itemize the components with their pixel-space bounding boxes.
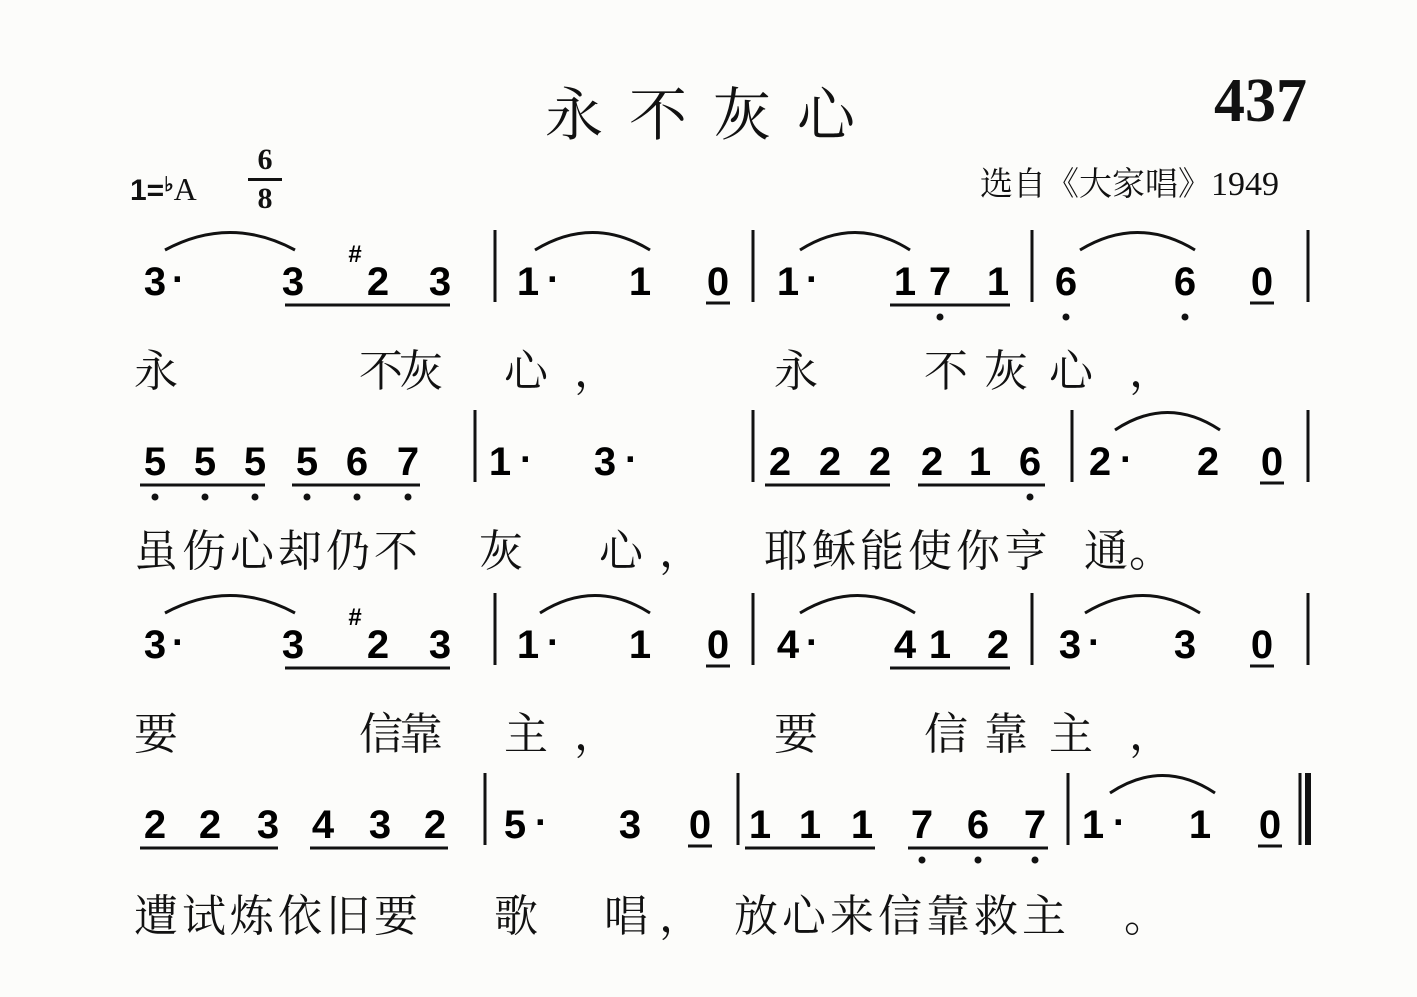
low-octave-dot [1182,314,1189,321]
lyric-char: 永 [774,346,818,397]
note: 1 [893,260,917,304]
low-octave-dot [975,857,982,864]
lyric-char: 来 [830,891,874,942]
lyric-char: 灰 [399,346,443,397]
note: 2 [868,440,892,484]
lyric-char: 放 [734,891,778,942]
note: 0 [706,623,730,667]
source-year: 1949 [1211,166,1279,203]
time-divider [248,178,282,181]
note: 1 [986,260,1010,304]
dot-mark: · [625,439,638,481]
note: 4 [893,623,917,667]
lyric-char: 唱 [604,891,648,942]
lyric-char: ， [659,526,703,577]
note: 1 [850,803,874,847]
note: 4 [311,803,335,847]
note: 5 [503,803,527,847]
lyric-char: 信 [359,709,403,760]
note: 1 [748,803,772,847]
lyric-char: 却 [278,526,322,577]
low-octave-dot [354,494,361,501]
lyric-char: 要 [374,891,418,942]
note: 3 [281,623,305,667]
lyric-char: 要 [774,709,818,760]
notation-line-3 [0,583,1417,693]
note: 2 [986,623,1010,667]
note: 1 [628,260,652,304]
note: 3 [256,803,280,847]
note: 0 [1250,623,1274,667]
note: 6 [966,803,990,847]
source-credit [980,158,1279,205]
key-signature [130,170,197,208]
lyric-char: 虽 [134,526,178,577]
lyric-char: 心 [504,346,548,397]
note: 3 [281,260,305,304]
note: 2 [143,803,167,847]
lyric-char: 依 [278,891,322,942]
lyric-char: 。 [1129,526,1173,577]
low-octave-dot [1063,314,1070,321]
slur-arc [1080,233,1195,251]
low-octave-dot [937,314,944,321]
lyric-char: 通 [1084,526,1128,577]
lyric-char: 稣 [812,526,856,577]
note: 5 [193,440,217,484]
slur-arc [800,596,915,614]
note: 1 [798,803,822,847]
note: 3 [618,803,642,847]
flat-sign: ♭ [164,174,174,196]
slur-arc [1115,413,1220,431]
lyric-char: 主 [1022,891,1066,942]
lyric-char: ， [1129,709,1173,760]
lyric-char: 伤 [182,526,226,577]
lyric-char: 靠 [926,891,970,942]
key-prefix: 1= [130,174,165,207]
sharp-sign: # [348,604,362,631]
note: 6 [1054,260,1078,304]
lyric-char: 永 [134,346,178,397]
lyric-char: 你 [956,526,1000,577]
note: 6 [345,440,369,484]
slur-arc [540,596,650,614]
lyric-char: 。 [1124,891,1168,942]
note: 4 [776,623,800,667]
hymn-title: 永不灰心 [545,81,882,149]
lyric-char: 能 [860,526,904,577]
low-octave-dot [1027,494,1034,501]
note: 0 [706,260,730,304]
note: 2 [818,440,842,484]
lyric-char: 救 [974,891,1018,942]
slur-arc [1110,776,1215,794]
time-bottom: 8 [257,182,273,215]
lyric-char: 心 [1049,346,1093,397]
note: 3 [368,803,392,847]
dot-mark: · [547,622,560,664]
notation-line-2 [0,400,1417,510]
lyric-char: 炼 [230,891,274,942]
note: 2 [1196,440,1220,484]
lyric-char: 灰 [984,346,1028,397]
note: 3 [428,260,452,304]
note: 5 [243,440,267,484]
lyric-char: 不 [374,526,418,577]
lyric-char: 灰 [479,526,523,577]
low-octave-dot [405,494,412,501]
note: 7 [928,260,952,304]
lyric-char: 耶 [764,526,808,577]
dot-mark: · [547,259,560,301]
note: 6 [1173,260,1197,304]
note: 1 [1188,803,1212,847]
lyric-char: 试 [182,891,226,942]
dot-mark: · [172,622,185,664]
note: 3 [428,623,452,667]
lyric-char: 旧 [326,891,370,942]
low-octave-dot [202,494,209,501]
note: 0 [1250,260,1274,304]
lyric-char: ， [1129,346,1173,397]
note: 1 [628,623,652,667]
low-octave-dot [252,494,259,501]
dot-mark: · [806,622,819,664]
note: 2 [768,440,792,484]
note: 0 [688,803,712,847]
lyric-char: 使 [908,526,952,577]
lyric-char: 心 [599,526,643,577]
note: 6 [1018,440,1042,484]
source-text: 选自《大家唱》 [980,164,1211,203]
slur-arc [1085,596,1200,614]
dot-mark: · [1120,439,1133,481]
dot-mark: · [1088,622,1101,664]
low-octave-dot [304,494,311,501]
note: 1 [1081,803,1105,847]
lyric-char: ， [659,891,703,942]
time-signature [248,144,282,215]
note: 5 [143,440,167,484]
lyric-char: 亨 [1004,526,1048,577]
dot-mark: · [535,802,548,844]
note: 2 [366,623,390,667]
lyric-char: ， [574,709,618,760]
dot-mark: · [172,259,185,301]
slur-arc [800,233,910,251]
low-octave-dot [919,857,926,864]
lyric-char: 不 [924,346,968,397]
lyric-char: 主 [504,709,548,760]
note: 3 [593,440,617,484]
note: 3 [1058,623,1082,667]
lyric-char: 心 [230,526,274,577]
lyric-char: 歌 [494,891,538,942]
dot-mark: · [1113,802,1126,844]
note: 7 [1023,803,1047,847]
note: 1 [488,440,512,484]
note: 0 [1260,440,1284,484]
sharp-sign: # [348,241,362,268]
note: 1 [928,623,952,667]
note: 3 [143,260,167,304]
lyric-char: 心 [782,891,826,942]
lyric-char: 要 [134,709,178,760]
note: 0 [1258,803,1282,847]
low-octave-dot [152,494,159,501]
slur-arc [165,233,295,251]
note: 7 [396,440,420,484]
note: 2 [1088,440,1112,484]
hymn-number: 437 [1214,67,1307,135]
note: 1 [516,260,540,304]
low-octave-dot [1032,857,1039,864]
note: 1 [968,440,992,484]
note: 5 [295,440,319,484]
slur-arc [535,233,650,251]
note: 3 [143,623,167,667]
lyric-char: 信 [878,891,922,942]
lyric-char: 靠 [984,709,1028,760]
notation-line-4 [0,763,1417,873]
note: 7 [910,803,934,847]
notation-line-1 [0,220,1417,330]
dot-mark: · [520,439,533,481]
lyric-char: ， [574,346,618,397]
note: 2 [423,803,447,847]
time-top: 6 [257,143,273,176]
note: 1 [516,623,540,667]
note: 2 [920,440,944,484]
dot-mark: · [806,259,819,301]
lyric-char: 遭 [134,891,178,942]
lyric-char: 不 [359,346,403,397]
key-note: A [173,171,197,207]
note: 2 [366,260,390,304]
slur-arc [165,596,295,614]
lyric-char: 主 [1049,709,1093,760]
lyric-char: 信 [924,709,968,760]
note: 2 [198,803,222,847]
lyric-char: 仍 [326,526,370,577]
note: 1 [776,260,800,304]
note: 3 [1173,623,1197,667]
lyric-char: 靠 [399,709,443,760]
